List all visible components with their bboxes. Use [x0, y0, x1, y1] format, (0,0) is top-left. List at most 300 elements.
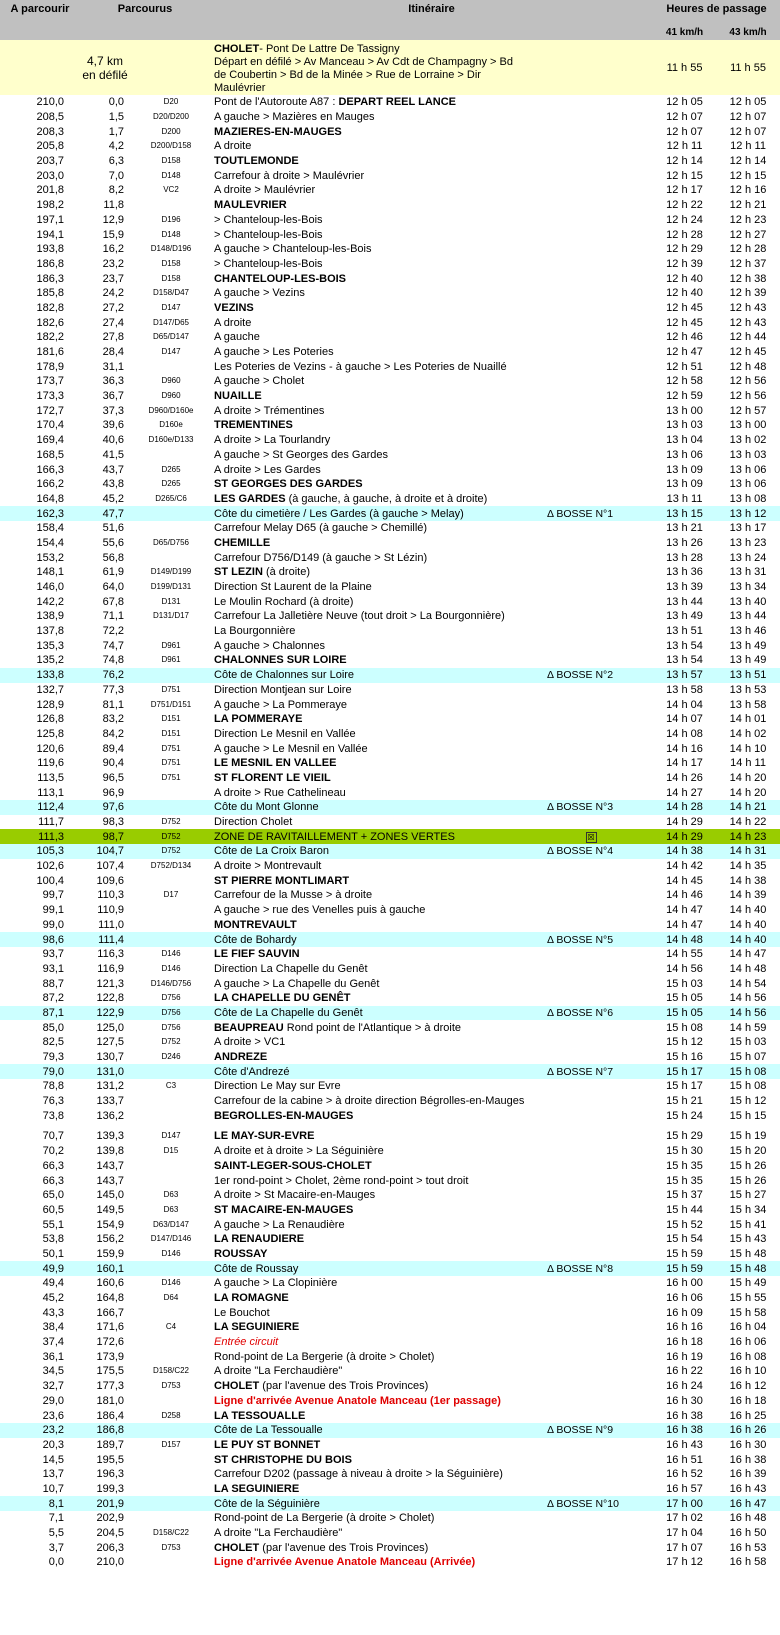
- km-done: 166,7: [96, 1306, 124, 1319]
- km-done: 181,0: [96, 1394, 124, 1407]
- itinerary-step: [210, 771, 545, 786]
- table-row: [0, 829, 780, 844]
- table-row: [0, 1511, 780, 1526]
- table-row: [0, 286, 780, 301]
- time-41kmh: 15 h 35: [666, 1159, 703, 1172]
- itinerary-step: [210, 991, 545, 1006]
- step-town: LE FIEF SAUVIN: [214, 948, 300, 961]
- itinerary-step: [210, 976, 545, 991]
- time-41kmh: 14 h 04: [666, 698, 703, 711]
- start-row: [0, 40, 780, 95]
- itinerary-step: [210, 462, 545, 477]
- spacer-cell: [635, 433, 653, 448]
- itinerary-step: [210, 859, 545, 874]
- header-done: Parcourus: [80, 0, 210, 40]
- km-done: 196,3: [96, 1468, 124, 1481]
- time-41kmh: 14 h 29: [666, 816, 703, 829]
- km-done: 130,7: [96, 1051, 124, 1064]
- itinerary-step: [210, 624, 545, 639]
- km-done: 195,5: [96, 1453, 124, 1466]
- time-43kmh: 14 h 35: [729, 860, 767, 873]
- km-remaining: 32,7: [42, 1380, 64, 1393]
- time-43kmh: 14 h 20: [729, 771, 767, 784]
- time-41kmh: 13 h 54: [666, 639, 703, 652]
- table-row: [0, 550, 780, 565]
- road-number: D960: [161, 391, 181, 401]
- km-done: 116,3: [97, 948, 124, 961]
- time-43kmh: 12 h 48: [729, 360, 767, 373]
- time-43kmh: 15 h 43: [729, 1233, 767, 1246]
- time-43kmh: 12 h 15: [729, 169, 767, 182]
- step-note: [545, 1094, 635, 1109]
- table-row: [0, 154, 780, 169]
- time-41kmh: 15 h 29: [666, 1130, 703, 1143]
- table-row: [0, 947, 780, 962]
- table-row: [0, 198, 780, 213]
- time-43kmh: 15 h 48: [729, 1247, 767, 1260]
- time-41kmh: 14 h 27: [666, 786, 703, 799]
- itinerary-step: [210, 124, 545, 139]
- itinerary-step: [210, 492, 545, 507]
- km-remaining: 166,3: [36, 463, 64, 476]
- itinerary-step: [210, 1232, 545, 1247]
- step-note: [545, 1050, 635, 1065]
- km-remaining: 135,3: [36, 639, 64, 652]
- time-41kmh: 12 h 11: [666, 140, 703, 153]
- time-43kmh: 16 h 38: [729, 1453, 767, 1466]
- spacer-cell: [635, 1511, 653, 1526]
- time-41kmh: 13 h 06: [666, 448, 703, 461]
- itinerary-step: [210, 756, 545, 771]
- itinerary-step: [210, 345, 545, 360]
- climb-badge: Δ BOSSE N°3: [547, 801, 614, 814]
- time-43kmh: 14 h 01: [729, 713, 767, 726]
- step-note: [545, 1320, 635, 1335]
- time-41kmh: 12 h 59: [666, 390, 703, 403]
- table-row: [0, 1247, 780, 1262]
- table-row: [0, 1364, 780, 1379]
- time-43kmh: 16 h 08: [729, 1350, 767, 1363]
- table-row: [0, 506, 780, 521]
- step-detail: Rond point de l'Atlantique > à droite: [283, 1021, 462, 1034]
- step-note: [545, 183, 635, 198]
- time-43kmh: 13 h 24: [729, 551, 767, 564]
- step-note: [545, 653, 635, 668]
- time-41kmh: 16 h 43: [666, 1438, 703, 1451]
- spacer-cell: [635, 1020, 653, 1035]
- km-remaining: 38,4: [42, 1321, 64, 1334]
- itinerary-step: [210, 1452, 545, 1467]
- itinerary-step: [210, 403, 545, 418]
- km-done: 96,9: [102, 786, 124, 799]
- spacer-cell: [635, 506, 653, 521]
- table-row: [0, 594, 780, 609]
- step-note: [545, 433, 635, 448]
- step-text: Côte de La Croix Baron: [214, 845, 329, 858]
- itinerary-step: [210, 1305, 545, 1320]
- km-remaining: 166,2: [36, 478, 64, 491]
- km-done: 24,2: [102, 287, 124, 300]
- step-note: [545, 1247, 635, 1262]
- road-number: [132, 1555, 210, 1570]
- km-remaining: 70,7: [42, 1130, 64, 1143]
- step-town: CHEMILLE: [214, 536, 271, 549]
- table-row: [0, 1379, 780, 1394]
- time-43kmh: 15 h 58: [729, 1306, 767, 1319]
- road-number: D158: [161, 273, 181, 283]
- table-row: [0, 815, 780, 830]
- table-row: [0, 668, 780, 683]
- table-row: [0, 536, 780, 551]
- km-remaining: 182,6: [36, 316, 64, 329]
- time-41kmh: 12 h 22: [666, 199, 703, 212]
- time-41kmh: 14 h 07: [666, 713, 703, 726]
- step-text: A droite > Montrevault: [214, 860, 322, 873]
- table-row: [0, 712, 780, 727]
- road-number: D146: [161, 949, 181, 959]
- km-done: 98,3: [102, 816, 124, 829]
- km-done: 96,5: [102, 771, 124, 784]
- table-row: [0, 991, 780, 1006]
- km-done: 41,5: [102, 448, 124, 461]
- step-text: Rond-point de La Bergerie (à droite > Cholet): [214, 1512, 435, 1525]
- step-note: [545, 1526, 635, 1541]
- step-note: [545, 492, 635, 507]
- road-number: D146: [161, 963, 181, 973]
- step-note: [545, 1159, 635, 1174]
- time-41kmh: 15 h 59: [666, 1247, 703, 1260]
- km-remaining: 182,8: [36, 301, 64, 314]
- step-text: A droite > Rue Cathelineau: [214, 786, 346, 799]
- table-row: [0, 638, 780, 653]
- time-43kmh: 13 h 53: [729, 683, 767, 696]
- step-note: [545, 286, 635, 301]
- km-done: 186,4: [96, 1409, 124, 1422]
- time-43kmh: 13 h 17: [729, 522, 767, 535]
- time-43kmh: 15 h 20: [729, 1145, 767, 1158]
- spacer-cell: [635, 609, 653, 624]
- km-done: 127,5: [96, 1036, 124, 1049]
- itinerary-step: [210, 1064, 545, 1079]
- road-number: D151: [161, 728, 181, 738]
- km-done: 45,2: [102, 492, 124, 505]
- time-43kmh: 13 h 03: [729, 448, 767, 461]
- spacer-cell: [635, 477, 653, 492]
- time-43kmh: 12 h 16: [729, 184, 767, 197]
- itinerary-step: [210, 888, 545, 903]
- time-43kmh: 13 h 40: [729, 595, 767, 608]
- road-number: D147/D65: [152, 317, 190, 327]
- step-note: [545, 1291, 635, 1306]
- spacer-cell: [635, 1232, 653, 1247]
- km-remaining: 99,0: [42, 918, 64, 931]
- itinerary-step: [210, 139, 545, 154]
- step-text: > Chanteloup-les-Bois: [214, 213, 323, 226]
- step-note: [545, 124, 635, 139]
- step-town: LA SEGUINIERE: [214, 1321, 300, 1334]
- time-43kmh: 14 h 40: [729, 904, 767, 917]
- table-row: [0, 183, 780, 198]
- km-remaining: 153,2: [36, 551, 64, 564]
- step-town: BEGROLLES-EN-MAUGES: [214, 1109, 354, 1122]
- km-remaining: 111,7: [38, 816, 64, 829]
- km-remaining: 198,2: [36, 199, 64, 212]
- itinerary-step: [210, 1526, 545, 1541]
- step-text: Direction Le Mesnil en Vallée: [214, 727, 356, 740]
- spacer-cell: [635, 1291, 653, 1306]
- table-row: [0, 962, 780, 977]
- km-remaining: 186,3: [36, 272, 64, 285]
- time-43kmh: 12 h 07: [729, 111, 767, 124]
- time-43kmh: 16 h 47: [716, 1496, 780, 1511]
- itinerary-step: [210, 565, 545, 580]
- itinerary-step: [210, 286, 545, 301]
- road-number: [132, 785, 210, 800]
- km-remaining: 185,8: [36, 287, 64, 300]
- spacer-cell: [635, 1094, 653, 1109]
- table-row: [0, 918, 780, 933]
- table-row: [0, 1496, 780, 1511]
- time-43kmh: 16 h 06: [729, 1336, 767, 1349]
- km-done: 110,3: [97, 889, 124, 902]
- table-row: [0, 330, 780, 345]
- time-41kmh: 17 h 04: [666, 1527, 703, 1540]
- table-row: [0, 433, 780, 448]
- step-town: ROUSSAY: [214, 1247, 268, 1260]
- km-done: 133,7: [96, 1095, 124, 1108]
- road-number: [132, 1108, 210, 1123]
- km-remaining: 60,5: [42, 1203, 64, 1216]
- step-text: A gauche > rue des Venelles puis à gauche: [214, 904, 426, 917]
- table-row: [0, 418, 780, 433]
- road-number: D147: [161, 302, 181, 312]
- start-town: CHOLET: [214, 43, 260, 55]
- km-remaining: 36,1: [42, 1350, 64, 1363]
- time-41kmh: 16 h 22: [666, 1365, 703, 1378]
- table-row: [0, 1467, 780, 1482]
- spacer-cell: [635, 947, 653, 962]
- time-43kmh: 12 h 56: [729, 390, 767, 403]
- km-remaining: 142,2: [36, 595, 64, 608]
- step-text: Côte d'Andrezé: [214, 1065, 290, 1078]
- table-row: [0, 624, 780, 639]
- climb-badge: Δ BOSSE N°4: [547, 845, 614, 858]
- km-remaining: 181,6: [36, 346, 64, 359]
- itinerary-step: [210, 1394, 545, 1409]
- step-note: [545, 712, 635, 727]
- header-speed-41: 41 km/h: [653, 25, 716, 40]
- time-43kmh: 13 h 00: [729, 419, 767, 432]
- itinerary-step: [210, 918, 545, 933]
- time-41kmh: 15 h 24: [666, 1109, 703, 1122]
- road-number: [132, 1064, 210, 1079]
- step-note: [545, 1035, 635, 1050]
- time-41kmh: 17 h 02: [666, 1512, 703, 1525]
- time-41kmh: 14 h 16: [666, 742, 703, 755]
- time-43kmh: 13 h 51: [716, 668, 780, 683]
- table-row: [0, 1094, 780, 1109]
- time-41kmh: 12 h 40: [666, 287, 703, 300]
- km-remaining: 93,7: [42, 948, 64, 961]
- table-row: [0, 932, 780, 947]
- time-41kmh: 13 h 11: [666, 492, 703, 505]
- table-row: [0, 1408, 780, 1423]
- itinerary-step: [210, 727, 545, 742]
- step-text: A gauche > Mazières en Mauges: [214, 111, 375, 124]
- road-number: [132, 359, 210, 374]
- spacer-cell: [635, 1108, 653, 1123]
- spacer-cell: [635, 1526, 653, 1541]
- km-done: 189,7: [96, 1438, 124, 1451]
- step-note: [545, 580, 635, 595]
- time-41kmh: 17 h 07: [666, 1541, 703, 1554]
- road-number: [132, 1173, 210, 1188]
- road-number: D147: [161, 347, 181, 357]
- spacer-cell: [635, 301, 653, 316]
- road-number: D147/D146: [150, 1234, 192, 1244]
- step-note: [545, 1349, 635, 1364]
- itinerary-step: [210, 1276, 545, 1291]
- time-41kmh: 13 h 03: [666, 419, 703, 432]
- spacer-cell: [635, 991, 653, 1006]
- table-row: [0, 800, 780, 815]
- time-41kmh: 14 h 28: [653, 800, 716, 815]
- spacer-cell: [635, 800, 653, 815]
- itinerary-step: [210, 448, 545, 463]
- step-town: ST CHRISTOPHE DU BOIS: [214, 1453, 352, 1466]
- time-41kmh: 12 h 07: [666, 111, 703, 124]
- step-text: A gauche > La Clopinière: [214, 1277, 338, 1290]
- km-done: 160,1: [80, 1261, 132, 1276]
- road-number: [132, 1094, 210, 1109]
- road-number: [132, 1511, 210, 1526]
- table-row: [0, 1108, 780, 1123]
- step-town: LE MESNIL EN VALLEE: [214, 757, 337, 770]
- road-number: [132, 918, 210, 933]
- km-done: 172,6: [96, 1336, 124, 1349]
- spacer-cell: [635, 697, 653, 712]
- table-row: [0, 1394, 780, 1409]
- step-note: [545, 1064, 635, 1079]
- spacer-cell: [635, 1006, 653, 1021]
- table-row: [0, 345, 780, 360]
- step-note: [545, 95, 635, 110]
- time-41kmh: 16 h 00: [666, 1277, 703, 1290]
- table-row: [0, 1291, 780, 1306]
- time-43kmh: 12 h 28: [729, 243, 767, 256]
- road-number: D961: [161, 640, 181, 650]
- spacer-cell: [635, 1335, 653, 1350]
- itinerary-step: [210, 712, 545, 727]
- step-text: A gauche > Cholet: [214, 375, 305, 388]
- step-note: [545, 154, 635, 169]
- table-row: [0, 1276, 780, 1291]
- step-town: ST GEORGES DES GARDES: [214, 478, 363, 491]
- step-note: [545, 462, 635, 477]
- km-done: 90,4: [102, 757, 124, 770]
- time-41kmh: 12 h 45: [666, 301, 703, 314]
- step-note: [545, 242, 635, 257]
- climb-badge: Δ BOSSE N°6: [547, 1006, 614, 1019]
- km-done: 43,8: [102, 478, 124, 491]
- road-number: D200/D158: [150, 141, 192, 151]
- km-done: 6,3: [108, 155, 124, 168]
- step-town: ST LEZIN: [214, 566, 263, 579]
- km-remaining: 128,9: [36, 698, 64, 711]
- time-41kmh: 12 h 40: [666, 272, 703, 285]
- step-text: Carrefour à droite > Maulévrier: [214, 169, 365, 182]
- table-row: [0, 609, 780, 624]
- km-done: 97,6: [80, 800, 132, 815]
- table-row: [0, 271, 780, 286]
- step-town: LE PUY ST BONNET: [214, 1438, 321, 1451]
- time-43kmh: 16 h 26: [716, 1423, 780, 1438]
- step-note: [545, 330, 635, 345]
- itinerary-step: [210, 213, 545, 228]
- km-remaining: 113,1: [37, 786, 64, 799]
- time-41kmh: 14 h 46: [666, 889, 703, 902]
- time-41kmh: 14 h 45: [666, 874, 703, 887]
- step-text: Côte du cimetière / Les Gardes (à gauche > Melay): [214, 507, 464, 520]
- step-finish-line: Ligne d'arrivée Avenue Anatole Manceau (1er passage): [214, 1394, 501, 1407]
- km-remaining: 5,5: [48, 1527, 64, 1540]
- road-number: D753: [161, 1542, 181, 1552]
- table-row: [0, 492, 780, 507]
- time-43kmh: 16 h 04: [729, 1321, 767, 1334]
- km-remaining: 162,3: [0, 506, 80, 521]
- itinerary-step: [210, 594, 545, 609]
- time-43kmh: 13 h 49: [729, 639, 767, 652]
- table-row: [0, 448, 780, 463]
- time-41kmh: 14 h 38: [653, 844, 716, 859]
- spacer-cell: [635, 668, 653, 683]
- table-row: [0, 727, 780, 742]
- road-number: D20: [163, 97, 179, 107]
- km-done: 16,2: [102, 243, 124, 256]
- itinerary-step: [210, 110, 545, 125]
- itinerary-step: [210, 1129, 545, 1144]
- road-number: D751: [161, 772, 181, 782]
- km-done: 77,3: [102, 683, 124, 696]
- step-note: [545, 844, 635, 859]
- itinerary-step: [210, 271, 545, 286]
- time-41kmh: 16 h 38: [666, 1409, 703, 1422]
- spacer-cell: [635, 873, 653, 888]
- time-43kmh: 16 h 30: [729, 1438, 767, 1451]
- start-section: [0, 40, 780, 95]
- time-41kmh: 15 h 03: [666, 977, 703, 990]
- time-41kmh: 13 h 58: [666, 683, 703, 696]
- step-note: [545, 609, 635, 624]
- itinerary-step: [210, 359, 545, 374]
- step-text: > Chanteloup-les-Bois: [214, 228, 323, 241]
- road-number: D157: [161, 1439, 181, 1449]
- km-remaining: 178,9: [36, 360, 64, 373]
- spacer-cell: [635, 1452, 653, 1467]
- step-text: A gauche > La Chapelle du Genêt: [214, 977, 380, 990]
- itinerary-step: [210, 1540, 545, 1555]
- step-note: [545, 359, 635, 374]
- step-town: LA TESSOUALLE: [214, 1409, 306, 1422]
- spacer-cell: [635, 1482, 653, 1497]
- spacer-cell: [635, 95, 653, 110]
- km-remaining: 208,3: [36, 125, 64, 138]
- step-text: Pont de l'Autoroute A87 :: [214, 96, 339, 109]
- km-remaining: 138,9: [36, 610, 64, 623]
- road-number: D752/D134: [150, 861, 192, 871]
- step-note: [545, 976, 635, 991]
- time-43kmh: 15 h 49: [729, 1277, 767, 1290]
